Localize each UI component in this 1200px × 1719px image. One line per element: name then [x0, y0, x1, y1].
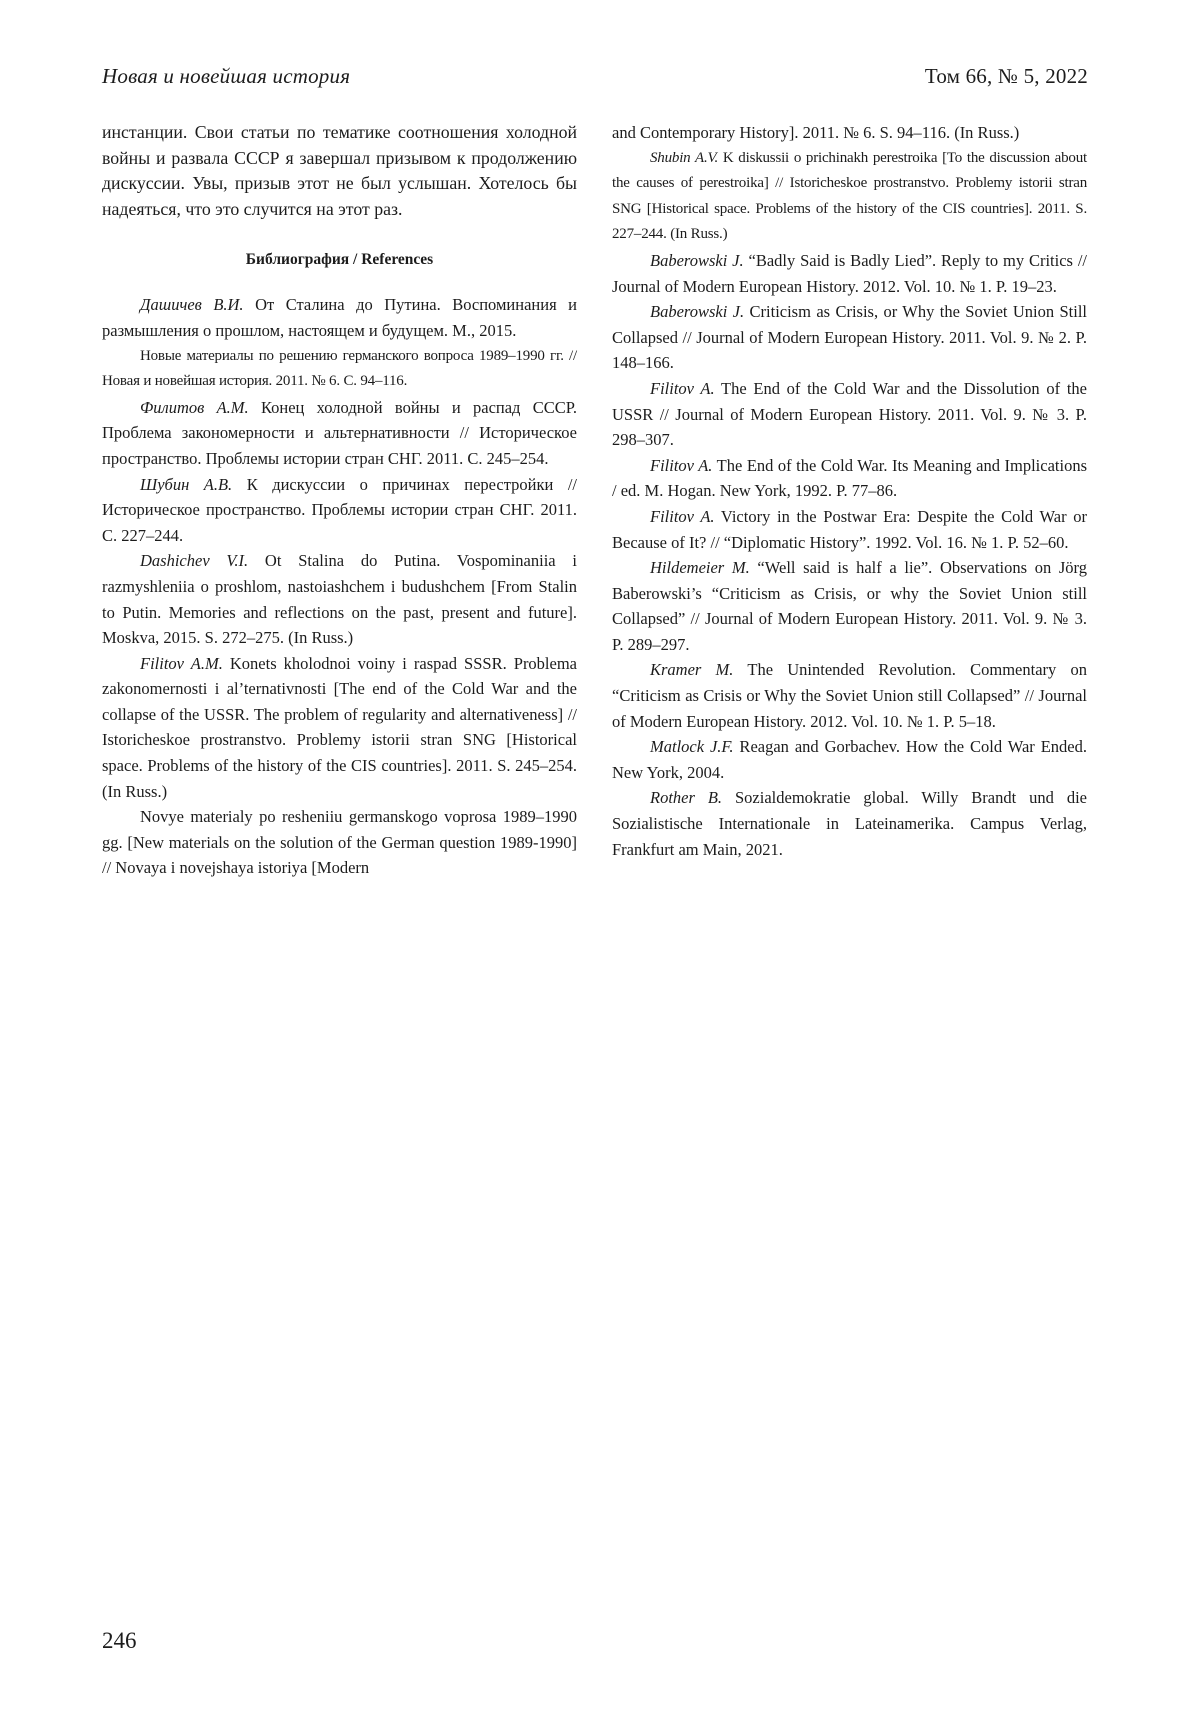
reference-entry — [612, 453, 1087, 504]
reference-text: К дискуссии о причинах перестройки // Историческое пространство. Проблемы истории стран СНГ. 2011. С. 227–244. — [102, 474, 577, 545]
reference-author: Filitov A. — [650, 378, 715, 398]
reference-entry — [612, 248, 1087, 299]
reference-author: Baberowski J. — [650, 250, 744, 270]
right-column — [612, 120, 1087, 862]
reference-entry — [612, 376, 1087, 453]
reference-text: Reagan and Gorbachev. How the Cold War Ended. New York, 2004. — [612, 737, 1087, 782]
reference-author: Dashichev V.I. — [140, 551, 249, 571]
reference-text: “Well said is half a lie”. Observations on Jörg Baberowski’s “Criticism as Crisis, or why the Soviet Union still Collapsed” // Journal of Modern European History. 2011. Vol. 9. № 3. P. 289–297. — [612, 558, 1087, 654]
intro-paragraph: инстанции. Свои статьи по тематике соотношения холодной войны и развала СССР я завершал призывом к продолжению дискуссии. Увы, призыв этот не был услышан. Хотелось бы надеяться, что это случится на этот раз. — [102, 122, 577, 219]
reference-entry — [612, 146, 1087, 248]
reference-text: Konets kholodnoi voiny i raspad SSSR. Problema zakonomernosti i al’ternativnosti [The end of the Cold War and the collapse of the USSR. The problem of regularity and alternativeness] // Istoricheskoe prostranstvo. Problemy istorii stran SNG [Historical space. Problems of the history of the CIS countries]. 2011. S. 245–254. (In Russ.) — [102, 653, 578, 801]
reference-text: Criticism as Crisis, or Why the Soviet Union Still Collapsed // Journal of Modern European History. 2011. Vol. 9. № 2. P. 148–166. — [612, 302, 1088, 373]
left-column — [102, 120, 577, 881]
reference-entry — [102, 344, 577, 395]
reference-text: Ot Stalina do Putina. Vospominaniia i razmyshleniia o proshlom, nastoiashchem i budushchem [From Stalin to Putin. Memories and reflections on the past, present and future]. Moskva, 2015. S. 272–275. (In Russ.) — [102, 551, 577, 648]
reference-author: Филитов А.М. — [140, 397, 249, 417]
reference-entry — [612, 657, 1087, 734]
reference-entry — [612, 734, 1087, 785]
reference-author: Шубин А.В. — [140, 474, 233, 494]
reference-entry — [102, 804, 577, 881]
reference-text: Victory in the Postwar Era: Despite the Cold War or Because of It? // “Diplomatic History”. 1992. Vol. 16. № 1. P. 52–60. — [612, 506, 1088, 552]
running-header — [102, 64, 1088, 94]
reference-entry — [612, 120, 1087, 146]
reference-author: Shubin A.V. — [650, 149, 719, 166]
reference-author: Rother B. — [650, 788, 723, 808]
reference-entry — [102, 292, 577, 343]
reference-author: Kramer M. — [650, 660, 734, 680]
reference-entry — [612, 504, 1087, 555]
reference-entry — [102, 548, 577, 650]
reference-entry — [612, 299, 1087, 376]
reference-text: and Contemporary History]. 2011. № 6. S. 94–116. (In Russ.) — [612, 123, 1020, 142]
reference-author: Hildemeier M. — [650, 558, 750, 578]
issue-info: Том 66, № 5, 2022 — [924, 64, 1088, 88]
journal-title: Новая и новейшая история — [102, 64, 351, 88]
reference-text: Новые материалы по решению германского вопроса 1989–1990 гг. // Новая и новейшая история. 2011. № 6. С. 94–116. — [102, 347, 577, 390]
references-list-right — [612, 120, 1087, 862]
reference-author: Filitov A.M. — [140, 653, 223, 673]
page-number: 246 — [102, 1628, 137, 1653]
reference-text: Sozialdemokratie global. Willy Brandt und die Sozialistische Internationale in Lateinamerika. Campus Verlag, Frankfurt am Main, 2021. — [612, 788, 1087, 859]
reference-text: От Сталина до Путина. Воспоминания и размышления о прошлом, настоящем и будущем. М., 2015. — [102, 295, 577, 340]
reference-author: Дашичев В.И. — [140, 295, 244, 315]
reference-entry — [102, 651, 577, 805]
reference-author: Filitov A. — [650, 506, 715, 526]
reference-author: Filitov A. — [650, 455, 713, 475]
reference-text: The Unintended Revolution. Commentary on “Criticism as Crisis or Why the Soviet Union still Collapsed” // Journal of Modern European History. 2012. Vol. 10. № 1. P. 5–18. — [612, 660, 1087, 731]
reference-text: The End of the Cold War and the Dissolution of the USSR // Journal of Modern European History. 2011. Vol. 9. № 3. P. 298–307. — [612, 378, 1087, 450]
bibliography-heading: Библиография / References — [245, 251, 434, 269]
reference-text: Конец холодной войны и распад СССР. Проблема закономерности и альтернативности // Историческое пространство. Проблемы истории стран СНГ. 2011. С. 245–254. — [102, 397, 577, 468]
reference-entry — [612, 785, 1087, 862]
references-list-left — [102, 292, 577, 881]
reference-text: K diskussii o prichinakh perestroika [To the discussion about the causes of perestroika] // Istoricheskoe prostranstvo. Problemy istorii stran SNG [Historical space. Problems of the history of the CIS countries]. 2011. S. 227–244. (In Russ.) — [612, 149, 1088, 243]
reference-text: “Badly Said is Badly Lied”. Reply to my Critics // Journal of Modern European History. 2012. Vol. 10. № 1. P. 19–23. — [612, 250, 1088, 296]
reference-text: The End of the Cold War. Its Meaning and Implications / ed. M. Hogan. New York, 1992. P. 77–86. — [612, 455, 1087, 501]
reference-entry — [102, 395, 577, 472]
reference-entry — [102, 472, 577, 549]
reference-author: Baberowski J. — [650, 302, 745, 322]
reference-entry — [612, 555, 1087, 657]
reference-author: Matlock J.F. — [650, 737, 734, 757]
reference-text: Novye materialy po resheniiu germanskogo voprosa 1989–1990 gg. [New materials on the solution of the German question 1989-1990] // Novaya i novejshaya istoriya [Modern — [102, 807, 577, 878]
